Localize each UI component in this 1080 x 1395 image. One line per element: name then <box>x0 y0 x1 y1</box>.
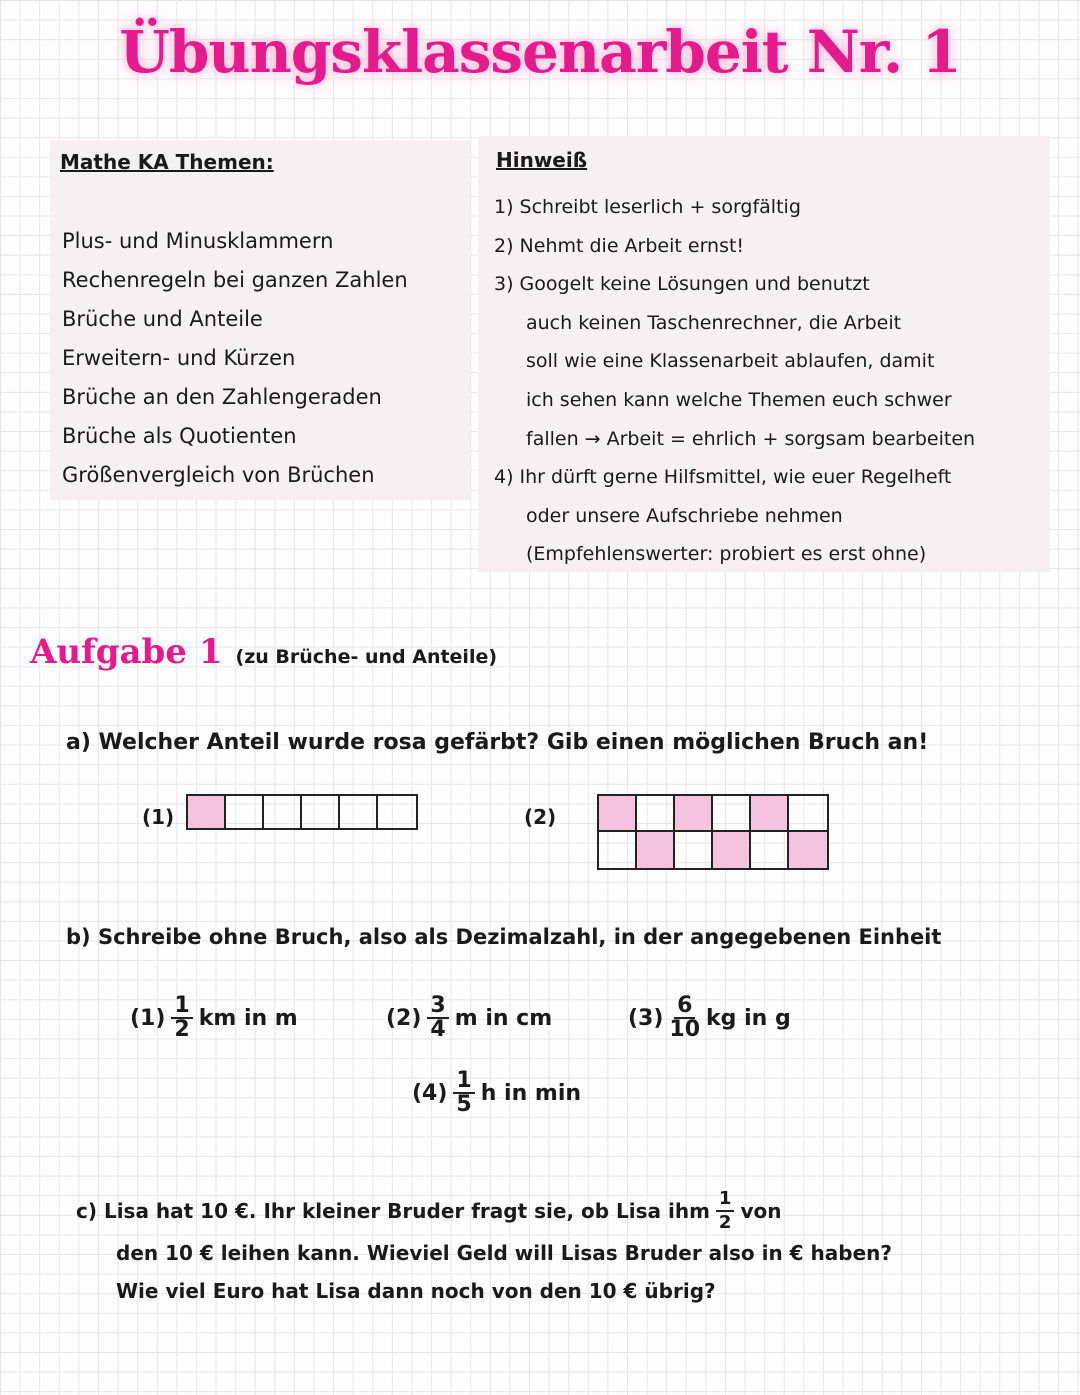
figure-2-cell <box>599 832 637 868</box>
themen-item: Größenvergleich von Brüchen <box>62 463 375 487</box>
figure-2-grid <box>597 794 829 870</box>
fraction-numerator: 3 <box>427 995 448 1019</box>
hinweis-line: 2) Nehmt die Arbeit ernst! <box>494 234 745 257</box>
b-item-unit: m in cm <box>454 1005 553 1031</box>
themen-item: Plus- und Minusklammern <box>62 229 334 253</box>
page-title: Übungsklassenarbeit Nr. 1 <box>119 18 961 86</box>
hinweis-list <box>494 188 975 574</box>
question-c-fraction <box>716 1188 735 1234</box>
figure-1-label: (1) <box>142 805 175 829</box>
figure-1-cell <box>302 796 340 828</box>
question-c-text: von <box>740 1199 782 1223</box>
themen-heading: Mathe KA Themen: <box>60 150 274 174</box>
themen-item: Erweitern- und Kürzen <box>62 346 296 370</box>
figure-2-cell <box>789 796 827 832</box>
figure-2-cell <box>751 832 789 868</box>
themen-list <box>62 222 408 495</box>
question-c-line-1 <box>76 1188 1076 1234</box>
figure-2-cell <box>789 832 827 868</box>
themen-item: Brüche und Anteile <box>62 307 263 331</box>
b-item-unit: h in min <box>480 1080 582 1106</box>
figure-2-cell <box>675 832 713 868</box>
figure-2-cell <box>713 832 751 868</box>
b-item-label: (4) <box>412 1080 448 1106</box>
hinweis-line: (Empfehlenswerter: probiert es erst ohne) <box>526 543 927 566</box>
themen-item: Rechenregeln bei ganzen Zahlen <box>62 268 408 292</box>
b-item-label: (1) <box>130 1005 166 1031</box>
figure-2-cell <box>675 796 713 832</box>
figure-1-cell <box>378 796 416 828</box>
hinweis-line: 3) Googelt keine Lösungen und benutzt <box>494 273 870 296</box>
b-item-3 <box>628 995 791 1041</box>
aufgabe-title: Aufgabe 1 <box>30 632 223 672</box>
fraction-denominator: 10 <box>669 1017 701 1042</box>
figure-1-cell <box>188 796 226 828</box>
question-a: a) Welcher Anteil wurde rosa gefärbt? Gib einen möglichen Bruch an! <box>66 730 929 755</box>
question-c-line-3: Wie viel Euro hat Lisa dann noch von den 10 € übrig? <box>116 1279 716 1303</box>
fraction-numerator: 1 <box>716 1188 735 1212</box>
question-b: b) Schreibe ohne Bruch, also als Dezimalzahl, in der angegebenen Einheit <box>66 925 942 949</box>
figure-2-label: (2) <box>524 805 557 829</box>
figure-2-cell <box>637 832 675 868</box>
hinweis-line: soll wie eine Klassenarbeit ablaufen, damit <box>526 350 935 373</box>
fraction-denominator: 2 <box>174 1017 190 1042</box>
b-item-1 <box>130 995 298 1041</box>
b-item-fraction <box>427 995 448 1041</box>
hinweis-line: oder unsere Aufschriebe nehmen <box>526 504 843 527</box>
b-item-unit: kg in g <box>706 1005 791 1031</box>
themen-item: Brüche an den Zahlengeraden <box>62 385 382 409</box>
fraction-denominator: 4 <box>430 1017 446 1042</box>
aufgabe-subtitle: (zu Brüche- und Anteile) <box>235 646 498 668</box>
hinweis-line: 4) Ihr dürft gerne Hilfsmittel, wie euer Regelheft <box>494 466 952 489</box>
figure-2-cell <box>751 796 789 832</box>
figure-1-strip <box>186 794 418 830</box>
figure-2-cell <box>713 796 751 832</box>
question-c-text: c) Lisa hat 10 €. Ihr kleiner Bruder fragt sie, ob Lisa ihm <box>76 1199 710 1223</box>
figure-1-cell <box>264 796 302 828</box>
figure-2-cell <box>637 796 675 832</box>
hinweis-line: auch keinen Taschenrechner, die Arbeit <box>526 311 902 334</box>
fraction-numerator: 1 <box>453 1070 474 1094</box>
b-item-fraction <box>453 1070 474 1116</box>
hinweis-line: ich sehen kann welche Themen euch schwer <box>526 388 952 411</box>
b-item-fraction <box>669 995 700 1041</box>
aufgabe-heading <box>30 632 497 672</box>
b-item-label: (2) <box>386 1005 422 1031</box>
b-item-2 <box>386 995 552 1041</box>
question-c-line-2: den 10 € leihen kann. Wieviel Geld will Lisas Bruder also in € haben? <box>116 1241 893 1265</box>
b-item-4 <box>412 1070 581 1116</box>
b-item-label: (3) <box>628 1005 664 1031</box>
fraction-numerator: 6 <box>674 995 695 1019</box>
hinweis-heading: Hinweiß <box>496 148 588 172</box>
hinweis-line: fallen → Arbeit = ehrlich + sorgsam bearbeiten <box>526 427 976 450</box>
figure-1-cell <box>226 796 264 828</box>
question-c <box>76 1188 1076 1310</box>
hinweis-line: 1) Schreibt leserlich + sorgfältig <box>494 196 801 218</box>
fraction-numerator: 1 <box>171 995 192 1019</box>
b-item-fraction <box>171 995 192 1041</box>
fraction-denominator: 2 <box>718 1212 732 1233</box>
b-item-unit: km in m <box>198 1005 298 1031</box>
figure-2-cell <box>599 796 637 832</box>
figure-1-cell <box>340 796 378 828</box>
fraction-denominator: 5 <box>456 1092 472 1117</box>
themen-item: Brüche als Quotienten <box>62 424 297 448</box>
